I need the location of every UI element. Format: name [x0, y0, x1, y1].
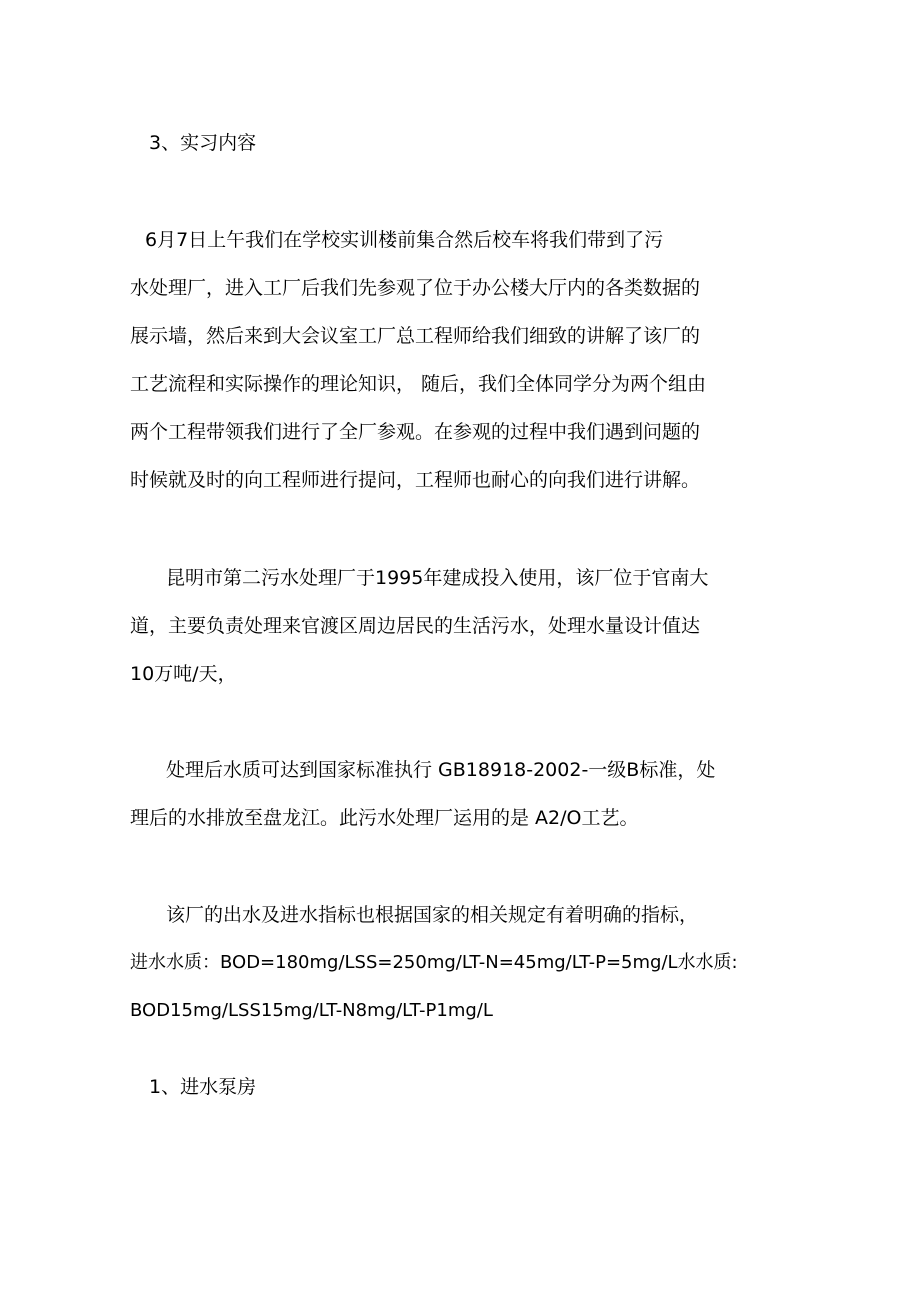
paragraph-line: 理后的水排放至盘龙江。此污水处理厂运用的是 A2/O工艺。 — [130, 807, 639, 829]
paragraph-line: 处理后水质可达到国家标准执行 GB18918-2002-一级B标准，处 — [166, 759, 716, 781]
paragraph-line: 道，主要负责处理来官渡区周边居民的生活污水，处理水量设计值达 — [130, 615, 701, 637]
paragraph-line: 展示墙，然后来到大会议室工厂总工程师给我们细致的讲解了该厂的 — [130, 325, 701, 347]
paragraph-line: 6月7日上午我们在学校实训楼前集合然后校车将我们带到了污 — [145, 229, 664, 251]
paragraph-line: 10万吨/天， — [130, 663, 237, 685]
paragraph-line: 昆明市第二污水处理厂于1995年建成投入使用，该厂位于官南大 — [166, 567, 709, 589]
paragraph-line: 时候就及时的向工程师进行提问，工程师也耐心的向我们进行讲解。 — [130, 469, 701, 491]
paragraph-line: 水处理厂，进入工厂后我们先参观了位于办公楼大厅内的各类数据的 — [130, 277, 701, 299]
paragraph-line: 工艺流程和实际操作的理论知识， 随后，我们全体同学分为两个组由 — [130, 373, 707, 395]
paragraph-line: 该厂的出水及进水指标也根据国家的相关规定有着明确的指标， — [166, 904, 699, 926]
paragraph-line: BOD15mg/LSS15mg/LT-N8mg/LT-P1mg/L — [130, 1000, 493, 1021]
paragraph-line: 两个工程带领我们进行了全厂参观。在参观的过程中我们遇到问题的 — [130, 421, 701, 443]
paragraph-line: 进水水质：BOD=180mg/LSS=250mg/LT-N=45mg/LT-P=5mg/L水水质: — [130, 952, 738, 973]
section-heading: 3、实习内容 — [149, 132, 257, 154]
subsection-heading: 1、进水泵房 — [149, 1076, 257, 1098]
